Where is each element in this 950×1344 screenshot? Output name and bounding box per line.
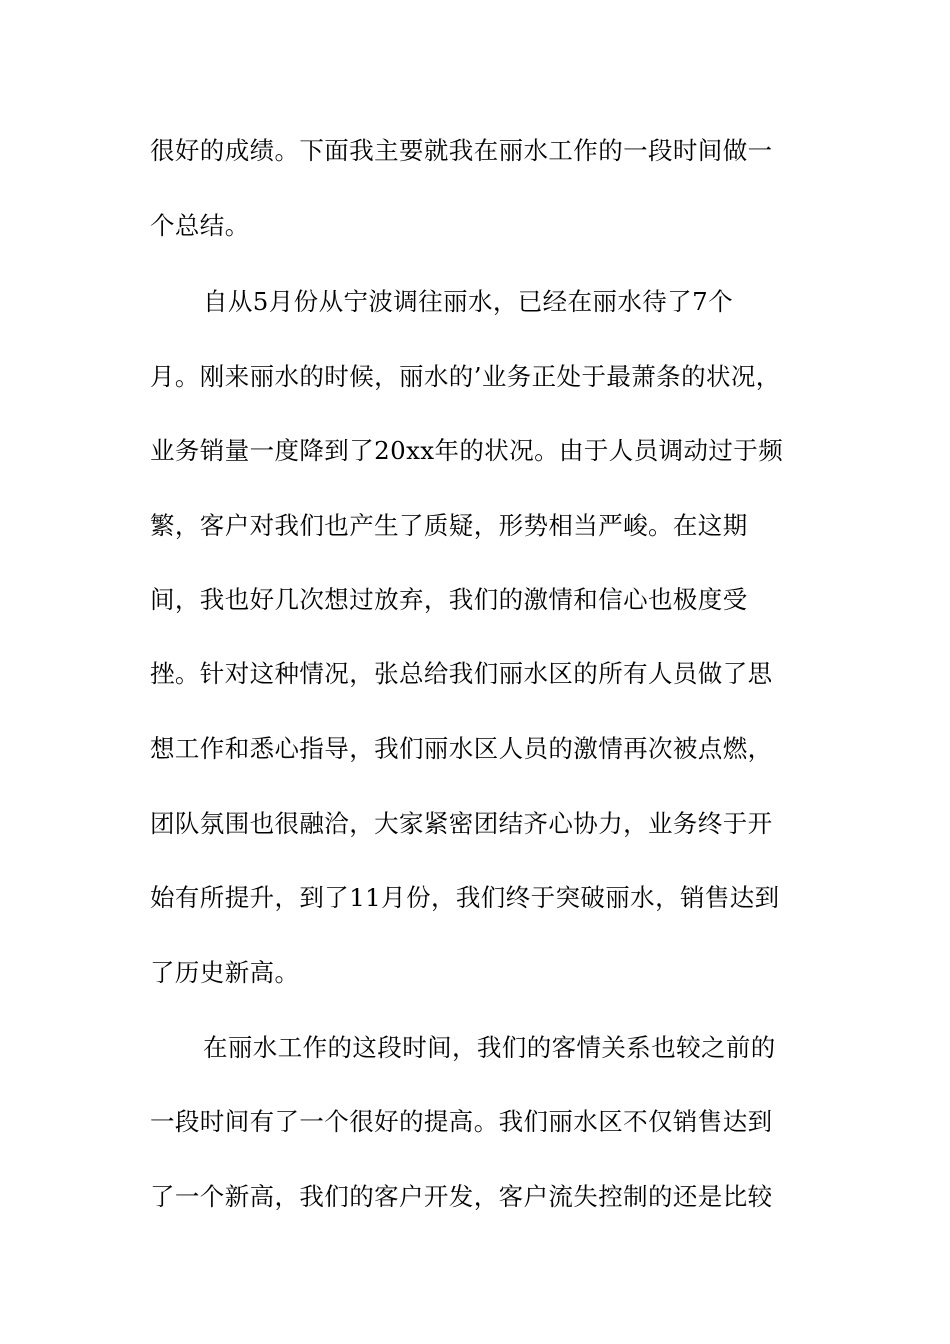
text-line: 想工作和悉心指导，我们丽水区人员的激情再次被点燃，	[150, 734, 773, 763]
text-line: 始有所提升，到了11月份，我们终于突破丽水，销售达到	[150, 883, 780, 912]
text-line: 团队氛围也很融洽，大家紧密团结齐心协力，业务终于开	[150, 809, 773, 838]
text-line: 一段时间有了一个很好的提高。我们丽水区不仅销售达到	[150, 1107, 773, 1136]
text-line: 个总结。	[150, 211, 250, 240]
text-line: 挫。针对这种情况，张总给我们丽水区的所有人员做了思	[150, 659, 773, 688]
text-line: 业务销量一度降到了20xx年的状况。由于人员调动过于频	[150, 436, 784, 465]
text-line: 很好的成绩。下面我主要就我在丽水工作的一段时间做一	[150, 136, 773, 165]
text-line: 月。刚来丽水的时候，丽水的’业务正处于最萧条的状况，	[150, 362, 781, 391]
text-line: 繁，客户对我们也产生了质疑，形势相当严峻。在这期	[150, 511, 748, 540]
paragraph-first-line: 自从5月份从宁波调往丽水，已经在丽水待了7个	[203, 287, 733, 316]
text-line: 了历史新高。	[150, 958, 300, 987]
text-line: 间，我也好几次想过放弃，我们的激情和信心也极度受	[150, 585, 748, 614]
text-line: 了一个新高，我们的客户开发，客户流失控制的还是比较	[150, 1182, 773, 1211]
paragraph-first-line: 在丽水工作的这段时间，我们的客情关系也较之前的	[203, 1033, 776, 1062]
